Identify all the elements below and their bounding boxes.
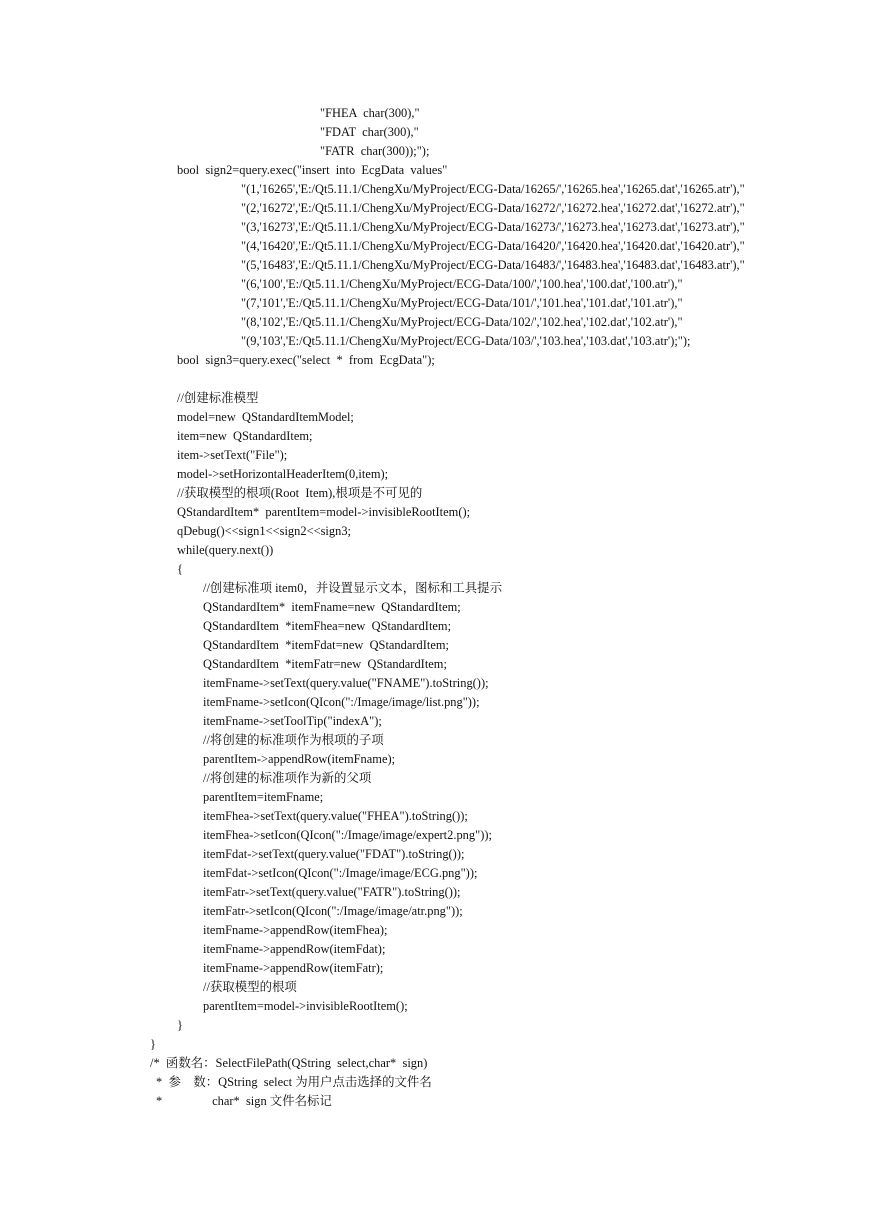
code-line: "(1,'16265','E:/Qt5.11.1/ChengXu/MyProject/ECG-Data/16265/','16265.hea','16265.dat','16265.atr')," (241, 182, 745, 196)
code-line: QStandardItem *itemFatr=new QStandardItem; (203, 657, 447, 671)
code-line: "FATR char(300));"); (320, 144, 430, 158)
code-comment: //获取模型的根项 (203, 980, 297, 994)
code-line: itemFhea->setIcon(QIcon(":/Image/image/expert2.png")); (203, 828, 492, 842)
code-line: itemFatr->setIcon(QIcon(":/Image/image/atr.png")); (203, 904, 463, 918)
code-comment: //将创建的标准项作为新的父项 (203, 771, 372, 785)
code-line: item=new QStandardItem; (177, 429, 313, 443)
blank-line (177, 370, 869, 389)
code-line: "(7,'101','E:/Qt5.11.1/ChengXu/MyProject/ECG-Data/101/','101.hea','101.dat','101.atr')," (241, 296, 683, 310)
code-line: itemFdat->setIcon(QIcon(":/Image/image/ECG.png")); (203, 866, 478, 880)
code-line: QStandardItem *itemFhea=new QStandardItem; (203, 619, 452, 633)
code-line: itemFname->setToolTip("indexA"); (203, 714, 382, 728)
code-line: QStandardItem *itemFdat=new QStandardItem; (203, 638, 449, 652)
code-line: qDebug()<<sign1<<sign2<<sign3; (177, 524, 352, 538)
code-comment: //将创建的标准项作为根项的子项 (203, 733, 384, 747)
code-comment: //获取模型的根项(Root Item),根项是不可见的 (177, 486, 423, 500)
code-comment: /* 函数名：SelectFilePath(QString select,char* sign) (150, 1056, 428, 1070)
code-line: parentItem=itemFname; (203, 790, 324, 804)
code-line: itemFatr->setText(query.value("FATR").toString()); (203, 885, 461, 899)
code-line: parentItem->appendRow(itemFname); (203, 752, 396, 766)
code-line: parentItem=model->invisibleRootItem(); (203, 999, 408, 1013)
code-line: "(3,'16273','E:/Qt5.11.1/ChengXu/MyProject/ECG-Data/16273/','16273.hea','16273.dat','16273.atr')," (241, 220, 745, 234)
code-line: "FDAT char(300)," (320, 125, 419, 139)
code-line: bool sign3=query.exec("select * from EcgData"); (177, 353, 435, 367)
code-brace: } (150, 1037, 156, 1051)
code-comment: //创建标准模型 (177, 391, 259, 405)
code-line: itemFname->appendRow(itemFatr); (203, 961, 384, 975)
code-comment: * 参 数：QString select 为用户点击选择的文件名 (156, 1075, 432, 1089)
code-line: model->setHorizontalHeaderItem(0,item); (177, 467, 389, 481)
code-line: QStandardItem* itemFname=new QStandardItem; (203, 600, 461, 614)
code-line: item->setText("File"); (177, 448, 288, 462)
code-line: itemFname->appendRow(itemFdat); (203, 942, 386, 956)
code-line: model=new QStandardItemModel; (177, 410, 354, 424)
code-line: "(6,'100','E:/Qt5.11.1/ChengXu/MyProject/ECG-Data/100/','100.hea','100.dat','100.atr')," (241, 277, 683, 291)
code-line: "(9,'103','E:/Qt5.11.1/ChengXu/MyProject/ECG-Data/103/','103.hea','103.dat','103.atr');"); (241, 334, 691, 348)
code-line: "FHEA char(300)," (320, 106, 420, 120)
code-line: "(4,'16420','E:/Qt5.11.1/ChengXu/MyProject/ECG-Data/16420/','16420.hea','16420.dat','16420.atr')," (241, 239, 745, 253)
code-listing (0, 104, 869, 1111)
code-line: while(query.next()) (177, 543, 274, 557)
code-line: bool sign2=query.exec("insert into EcgData values" (177, 163, 448, 177)
code-line: "(5,'16483','E:/Qt5.11.1/ChengXu/MyProject/ECG-Data/16483/','16483.hea','16483.dat','16483.atr')," (241, 258, 745, 272)
code-brace: { (177, 562, 183, 576)
code-line: itemFdat->setText(query.value("FDAT").toString()); (203, 847, 465, 861)
code-line: itemFname->appendRow(itemFhea); (203, 923, 388, 937)
code-line: "(8,'102','E:/Qt5.11.1/ChengXu/MyProject/ECG-Data/102/','102.hea','102.dat','102.atr')," (241, 315, 683, 329)
code-line: itemFhea->setText(query.value("FHEA").toString()); (203, 809, 468, 823)
code-line: QStandardItem* parentItem=model->invisibleRootItem(); (177, 505, 471, 519)
code-comment: //创建标准项 item0，并设置显示文本，图标和工具提示 (203, 581, 502, 595)
code-line: itemFname->setText(query.value("FNAME").toString()); (203, 676, 489, 690)
code-comment: * char* sign 文件名标记 (156, 1094, 332, 1108)
code-line: itemFname->setIcon(QIcon(":/Image/image/list.png")); (203, 695, 480, 709)
code-line: "(2,'16272','E:/Qt5.11.1/ChengXu/MyProject/ECG-Data/16272/','16272.hea','16272.dat','16272.atr')," (241, 201, 745, 215)
code-brace: } (177, 1018, 183, 1032)
